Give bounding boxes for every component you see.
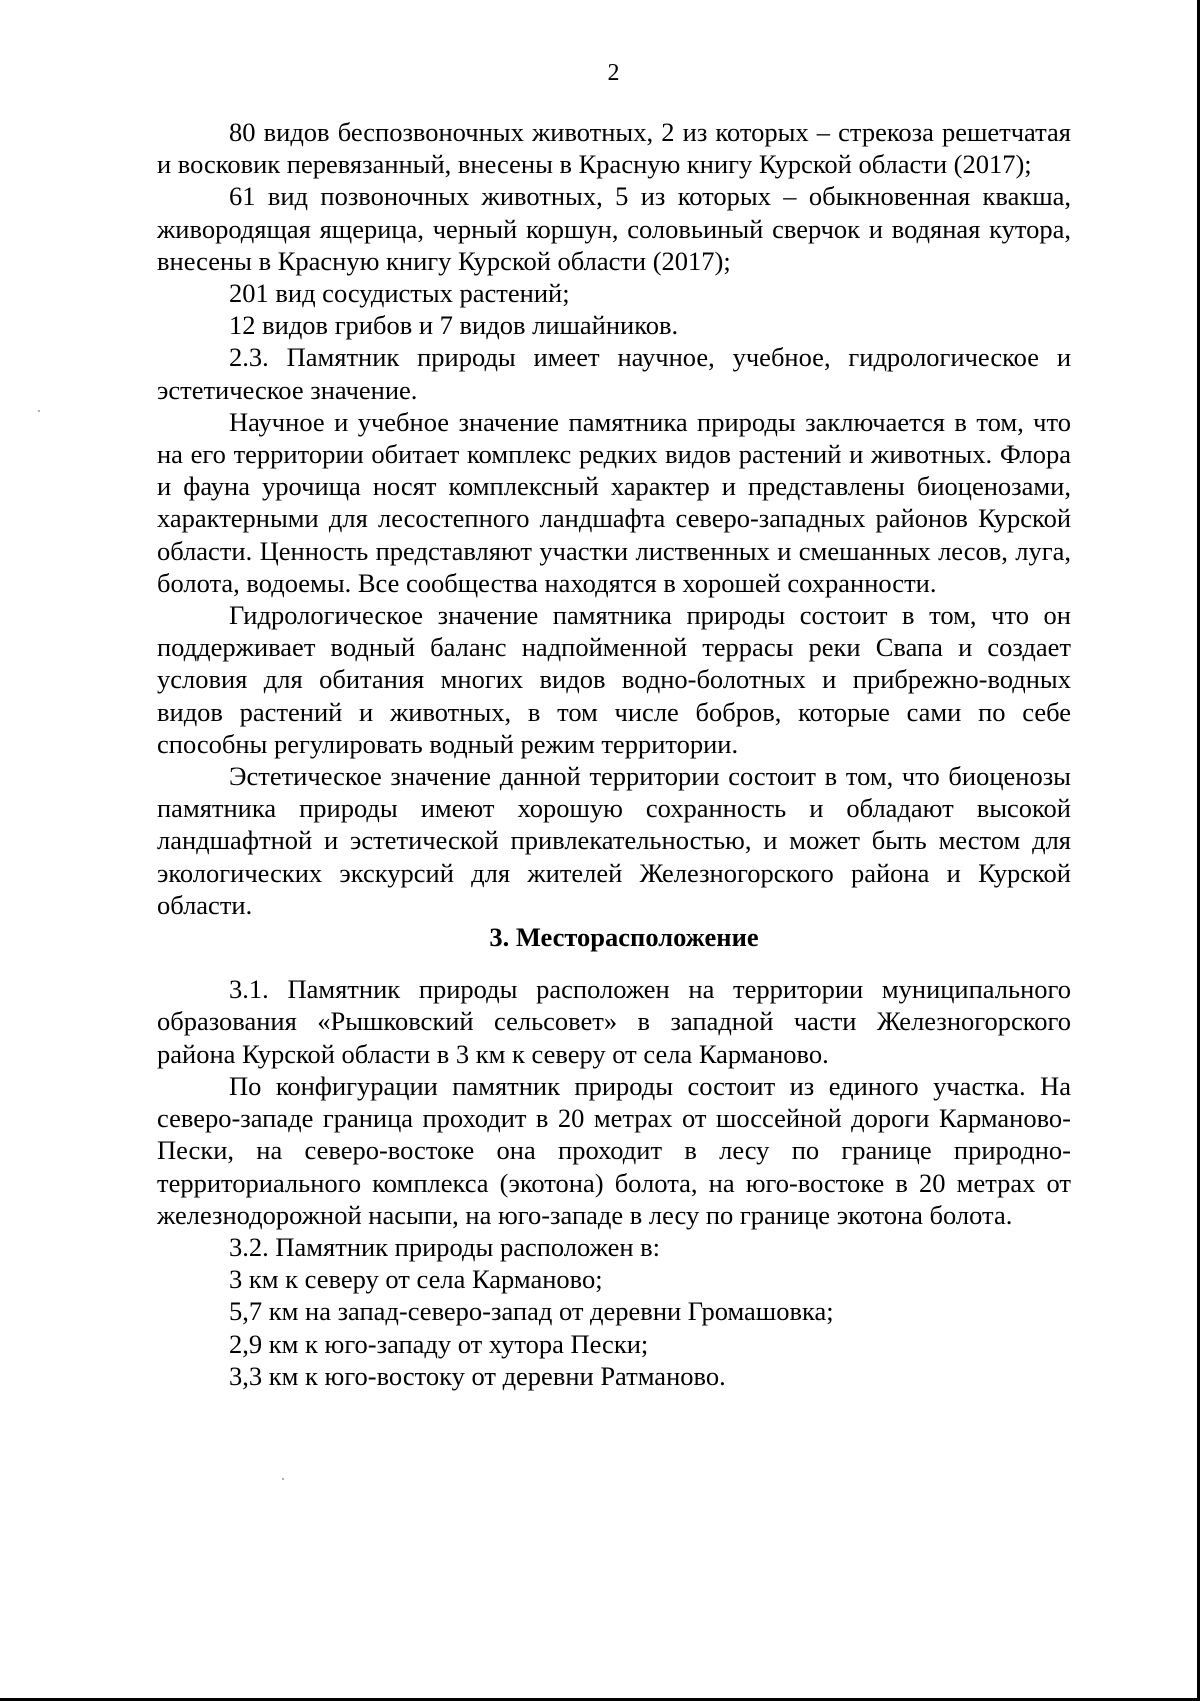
paragraph-vertebrates: 61 вид позвоночных животных, 5 из которых – обыкновенная квакша, живородящая ящерица, черный коршун, соловьиный сверчок и водяная кутора, внесены в Красную книгу Курской области (2017); (157, 181, 1071, 276)
document-body (157, 116, 1071, 1392)
paragraph-aesthetic-value: Эстетическое значение данной территории состоит в том, что биоценозы памятника природы имеют хорошую сохранность и обладают высокой ландшафтной и эстетической привлекательностью, и может быть местом для экологических экскурсий для жителей Железногорского района и Курской области. (157, 761, 1071, 920)
page-number: 2 (607, 60, 620, 86)
paragraph-significance: 2.3. Памятник природы имеет научное, учебное, гидрологическое и эстетическое значение. (157, 342, 1071, 405)
paragraph-boundary-description: По конфигурации памятник природы состоит из единого участка. На северо-западе граница проходит в 20 метрах от шоссейной дороги Карманово-Пески, на северо-востоке она проходит в лесу по границе природно-территориального комплекса (экотона) болота, на юго-востоке в 20 метрах от железнодорожной насыпи, на юго-западе в лесу по границе экотона болота. (157, 1070, 1071, 1230)
location-list-item: 3,3 км к юго-востоку от деревни Ратманово. (229, 1360, 726, 1391)
paragraph-scientific-value: Научное и учебное значение памятника природы заключается в том, что на его территории обитает комплекс редких видов растений и животных. Флора и фауна урочища носят комплексный характер и представлены биоценозами, характерными для лесостепного ландшафта северо-западных районов Курской области. Ценность представляют участки лиственных и смешанных лесов, луга, болота, водоемы. Все сообщества находятся в хорошей сохранности. (157, 406, 1071, 598)
location-list (157, 1231, 1071, 1392)
location-list-item: 2,9 км к юго-западу от хутора Пески; (229, 1328, 649, 1359)
scan-speck (38, 410, 40, 412)
section-heading: 3. Месторасположение (489, 922, 759, 953)
paragraph-hydrological-value: Гидрологическое значение памятника природы состоит в том, что он поддерживает водный баланс надпойменной террасы реки Свапа и создает условия для обитания многих видов водно-болотных и прибрежно-водных видов растений и животных, в том числе бобров, которые сами по себе способны регулировать водный режим территории. (157, 600, 1071, 759)
paragraph-vascular-plants: 201 вид сосудистых растений; (229, 278, 570, 309)
paragraph-invertebrates: 80 видов беспозвоночных животных, 2 из которых – стрекоза решетчатая и восковик перевязанный, внесены в Красную книгу Курской области (2017); (157, 117, 1071, 180)
location-list-intro: 3.2. Памятник природы расположен в: (229, 1231, 661, 1262)
paragraph-fungi-lichens: 12 видов грибов и 7 видов лишайников. (229, 310, 679, 341)
paragraph-location-municipality: 3.1. Памятник природы расположен на территории муниципального образования «Рышковский сельсовет» в западной части Железногорского района Курской области в 3 км к северу от села Карманово. (157, 974, 1071, 1069)
location-list-item: 5,7 км на запад-северо-запад от деревни Громашовка; (229, 1296, 834, 1327)
location-list-item: 3 км к северу от села Карманово; (229, 1264, 603, 1295)
scan-speck (282, 1478, 284, 1480)
